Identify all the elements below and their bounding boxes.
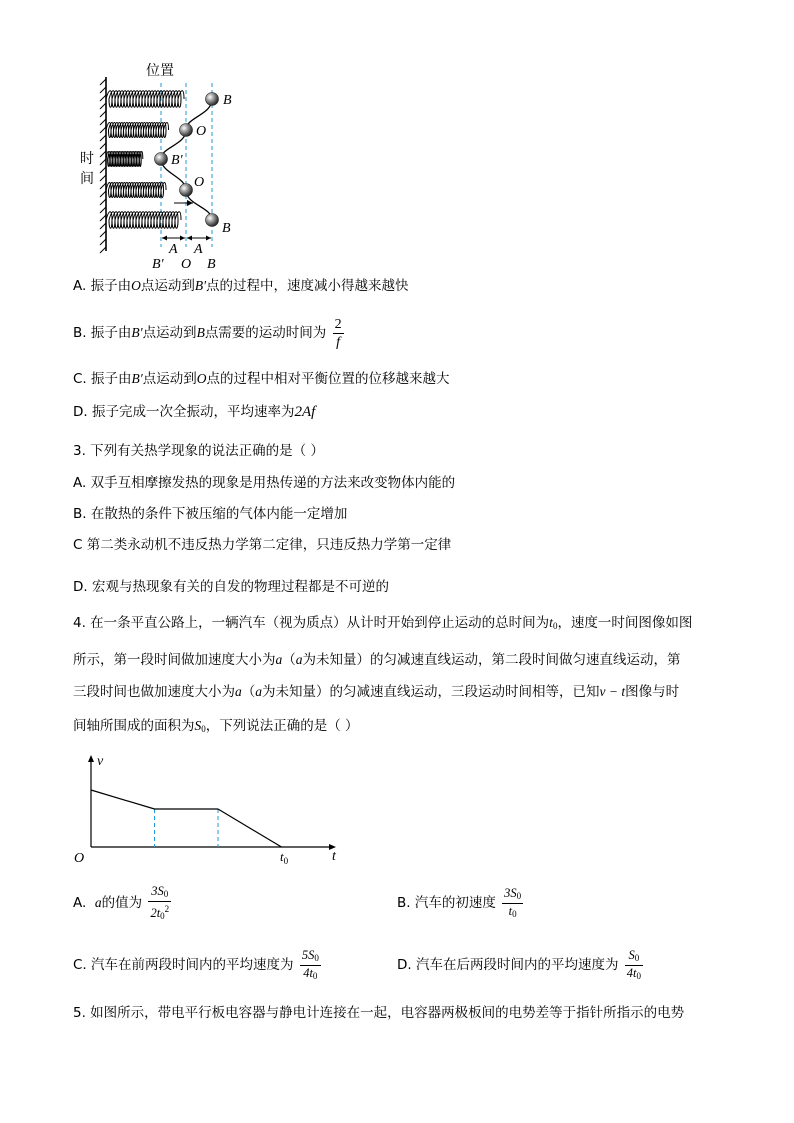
spring-3	[106, 152, 143, 167]
q2-b-fraction: $\frac{2}{f}$	[334, 316, 342, 350]
q4-line-3: 三段时间也做加速度大小为a（a为未知量）的匀减速直线运动，三段运动时间相等，已知v − t图像与时	[73, 684, 680, 700]
q3-option-a: A. 双手互相摩擦发热的现象是用热传递的方法来改变物体内能的	[73, 475, 456, 491]
row3-label: B′	[171, 153, 183, 168]
q3-stem: 3. 下列有关热学现象的说法正确的是（ ）	[73, 443, 324, 459]
oscillator-figure	[70, 55, 250, 270]
row4-label: O	[194, 175, 205, 190]
axis-b-label: B	[207, 257, 216, 270]
axis-b-prime-label: B′	[152, 257, 164, 270]
spring-2	[106, 123, 169, 138]
position-label: 位置	[146, 64, 174, 79]
axis-o-label: O	[181, 257, 192, 270]
spring-4	[106, 183, 166, 198]
q3-option-b: B. 在散热的条件下被压缩的气体内能一定增加	[73, 506, 348, 522]
ball-5	[206, 214, 219, 227]
q4-option-b: B. 汽车的初速度 $\frac{3S_0}{t_0}$	[397, 885, 522, 919]
x-tick-label-t0: $t_0$	[280, 849, 289, 866]
y-axis-arrow-icon	[88, 755, 94, 762]
vt-segment-1	[91, 790, 155, 809]
wall-hatching	[100, 79, 106, 253]
q4-option-c: C. 汽车在前两段时间内的平均速度为 $\frac{5S_0}{4t_0}$	[73, 947, 319, 981]
dist-a2-label: A	[194, 242, 203, 257]
vt-segment-3	[218, 809, 282, 847]
time-label-2: 间	[80, 172, 94, 187]
q4-option-a: A. a的值为 $\frac{3S_0}{2t_0^2}$	[73, 883, 170, 921]
q3-option-d: D. 宏观与热现象有关的自发的物理过程都是不可逆的	[73, 579, 389, 595]
spring-1	[106, 91, 184, 108]
q4-c-fraction: $\frac{5S_0}{4t_0}$	[301, 947, 319, 981]
row1-label: B	[223, 93, 232, 108]
row2-label: O	[196, 124, 207, 139]
x-axis-label: t	[332, 849, 336, 864]
q4-line-2: 所示，第一段时间做加速度大小为a（a为未知量）的匀减速直线运动，第二段时间做匀速直线运动，第	[73, 652, 681, 668]
q2-option-c: C. 振子由B′点运动到O点的过程中相对平衡位置的位移越来越大	[73, 371, 450, 387]
ball-3	[155, 153, 168, 166]
q4-d-fraction: $\frac{S_0}{4t_0}$	[626, 947, 642, 981]
q4-line-1: 4. 在一条平直公路上，一辆汽车（视为质点）从计时开始到停止运动的总时间为$t_0$，速度一时间图像如图	[73, 615, 693, 631]
q2-option-b: B. 振子由B′点运动到B点需要的运动时间为 $\frac{2}{f}$	[73, 316, 342, 350]
dist-a1-label: A	[169, 242, 178, 257]
time-label-1: 时	[80, 152, 94, 167]
q4-line-4: 间轴所围成的面积为$S_0$，下列说法正确的是（ ）	[73, 718, 359, 734]
ball-4	[180, 184, 193, 197]
trajectory-curve	[161, 99, 212, 220]
vt-graph	[70, 752, 350, 867]
ball-1	[206, 93, 219, 106]
y-axis-label: v	[97, 754, 104, 769]
ball-2	[180, 124, 193, 137]
q5-stem: 5. 如图所示，带电平行板电容器与静电计连接在一起，电容器两极板间的电势差等于指针所指示的电势	[73, 1005, 685, 1021]
q4-a-fraction: $\frac{3S_0}{2t_0^2}$	[150, 883, 170, 921]
q4-option-d: D. 汽车在后两段时间内的平均速度为 $\frac{S_0}{4t_0}$	[397, 947, 642, 981]
q4-b-fraction: $\frac{3S_0}{t_0}$	[504, 885, 522, 919]
q3-option-c: C 第二类永动机不违反热力学第二定律，只违反热力学第一定律	[73, 537, 452, 553]
spring-5	[106, 212, 181, 229]
origin-label: O	[74, 851, 85, 866]
q2-option-d: D. 振子完成一次全振动，平均速率为2Af	[73, 404, 316, 420]
row5-label: B	[222, 221, 231, 236]
q2-option-a: A. 振子由O点运动到B′点的过程中，速度减小得越来越快	[73, 278, 409, 294]
